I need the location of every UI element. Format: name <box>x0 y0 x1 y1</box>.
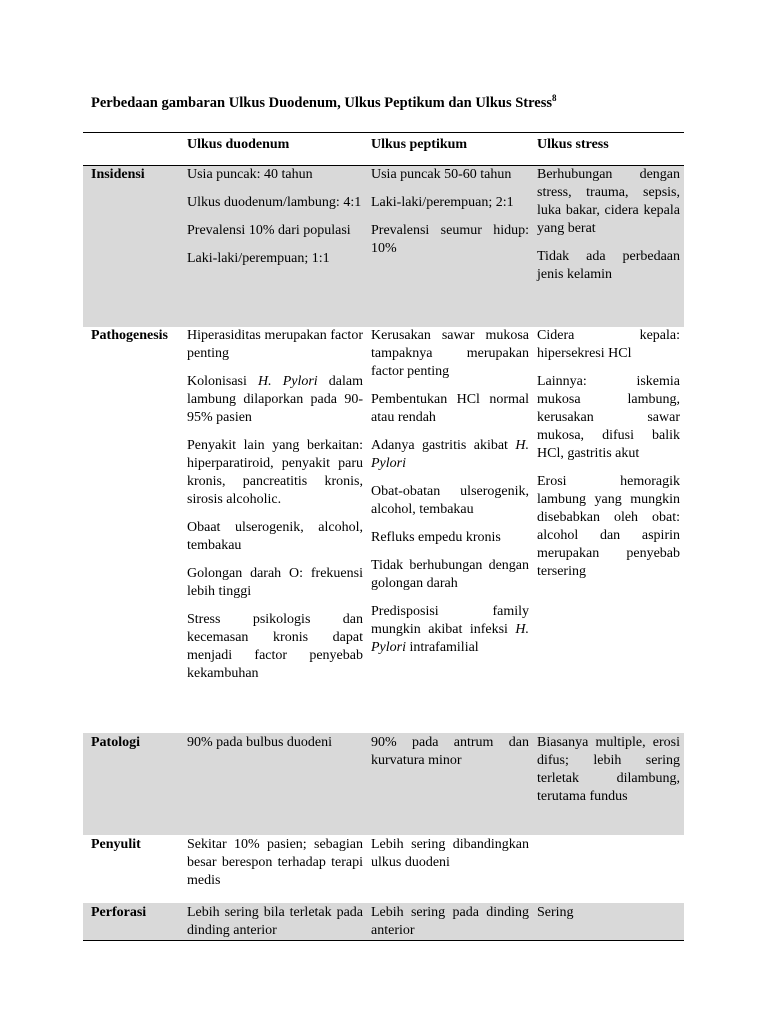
cell-paragraph: Ulkus duodenum/lambung: 4:1 <box>187 195 362 210</box>
cell-paragraph: Predisposisi family mungkin akibat infeksi H. Pylori intrafamilial <box>371 603 529 655</box>
table-row-patologi <box>83 733 684 835</box>
cell-paragraph: Laki-laki/perempuan; 1:1 <box>187 251 330 266</box>
cell-paragraph: Refluks empedu kronis <box>371 529 501 545</box>
cell-paragraph: Tidak ada perbedaan jenis kelamin <box>537 249 680 282</box>
cell-paragraph: Lainnya: iskemia mukosa lambung, kerusakan sawar mukosa, difusi balik HCl, gastritis akut <box>537 373 680 461</box>
cell-paragraph: 90% pada antrum dan kurvatura minor <box>371 734 529 768</box>
comparison-table <box>83 132 684 941</box>
cell-paragraph: Biasanya multiple, erosi difus; lebih sering terletak dilambung, terutama fundus <box>537 734 680 804</box>
cell-paragraph: Tidak berhubungan dengan golongan darah <box>371 557 529 591</box>
cell-ulkus-peptikum <box>367 733 533 835</box>
cell-paragraph: Kerusakan sawar mukosa tampaknya merupakan factor penting <box>371 327 529 379</box>
cell-paragraph: Prevalensi 10% dari populasi <box>187 223 351 238</box>
cell-paragraph: 90% pada bulbus duodeni <box>187 734 333 750</box>
cell-paragraph: Pembentukan HCl normal atau rendah <box>371 391 529 425</box>
header-ulkus-duodenum: Ulkus duodenum <box>187 137 290 152</box>
row-label: Insidensi <box>83 166 183 327</box>
cell-paragraph: Erosi hemoragik lambung yang mungkin disebabkan oleh obat: alcohol dan aspirin merupakan penyebab tersering <box>537 473 680 579</box>
row-label: Patologi <box>83 733 183 835</box>
cell-ulkus-peptikum <box>367 903 533 941</box>
cell-paragraph: Stress psikologis dan kecemasan kronis dapat menjadi factor penyebab kekambuhan <box>187 611 363 681</box>
cell-ulkus-duodenum <box>183 903 367 941</box>
header-blank <box>83 133 183 166</box>
cell-paragraph: Lebih sering pada dinding anterior <box>371 904 529 938</box>
cell-paragraph: Berhubungan dengan stress, trauma, sepsis, luka bakar, cidera kepala yang berat <box>537 167 680 236</box>
cell-ulkus-duodenum <box>183 166 367 327</box>
cell-paragraph: Lebih sering bila terletak pada dinding anterior <box>187 904 363 938</box>
cell-paragraph: Laki-laki/perempuan; 2:1 <box>371 195 514 210</box>
cell-paragraph: Hiperasiditas merupakan factor penting <box>187 327 363 361</box>
cell-ulkus-stress <box>533 327 684 733</box>
cell-paragraph: Golongan darah O: frekuensi lebih tinggi <box>187 565 363 599</box>
cell-ulkus-stress <box>533 835 684 903</box>
cell-ulkus-peptikum <box>367 327 533 733</box>
table-header <box>83 133 684 166</box>
page-title <box>91 93 557 112</box>
cell-ulkus-peptikum <box>367 166 533 327</box>
table-row-perforasi <box>83 903 684 941</box>
table-row-pathogenesis <box>83 327 684 733</box>
cell-paragraph: Penyakit lain yang berkaitan: hiperparatiroid, penyakit paru kronis, pancreatitis kronis, sirosis alcoholic. <box>187 437 363 507</box>
cell-paragraph: Lebih sering dibandingkan ulkus duodeni <box>371 836 529 870</box>
cell-paragraph: Usia puncak 50-60 tahun <box>371 167 512 182</box>
header-ulkus-stress: Ulkus stress <box>537 137 609 152</box>
row-label: Perforasi <box>83 903 183 941</box>
cell-paragraph: Obaat ulserogenik, alcohol, tembakau <box>187 519 363 553</box>
cell-paragraph: Kolonisasi H. Pylori dalam lambung dilaporkan pada 90-95% pasien <box>187 373 363 425</box>
cell-ulkus-stress <box>533 166 684 327</box>
cell-paragraph: Prevalensi seumur hidup: 10% <box>371 223 529 256</box>
title-footnote-ref: 8 <box>552 93 557 103</box>
row-label: Pathogenesis <box>91 327 168 343</box>
cell-paragraph: Sekitar 10% pasien; sebagian besar berespon terhadap terapi medis <box>187 836 363 888</box>
row-label: Penyulit <box>91 836 141 852</box>
title-text: Perbedaan gambaran Ulkus Duodenum, Ulkus Peptikum dan Ulkus Stress <box>91 94 553 111</box>
cell-ulkus-peptikum <box>367 835 533 903</box>
cell-ulkus-duodenum <box>183 733 367 835</box>
cell-ulkus-duodenum <box>183 835 367 903</box>
table-body <box>83 166 684 941</box>
cell-ulkus-stress <box>533 903 684 941</box>
cell-paragraph: Cidera kepala: hipersekresi HCl <box>537 327 680 361</box>
header-ulkus-peptikum: Ulkus peptikum <box>371 137 468 152</box>
table-row-penyulit <box>83 835 684 903</box>
cell-paragraph: Usia puncak: 40 tahun <box>187 167 313 182</box>
table-row-insidensi <box>83 166 684 327</box>
cell-paragraph: Obat-obatan ulserogenik, alcohol, tembakau <box>371 483 529 517</box>
cell-paragraph: Sering <box>537 904 574 920</box>
cell-paragraph: Adanya gastritis akibat H. Pylori <box>371 437 529 471</box>
cell-ulkus-duodenum <box>183 327 367 733</box>
cell-ulkus-stress <box>533 733 684 835</box>
